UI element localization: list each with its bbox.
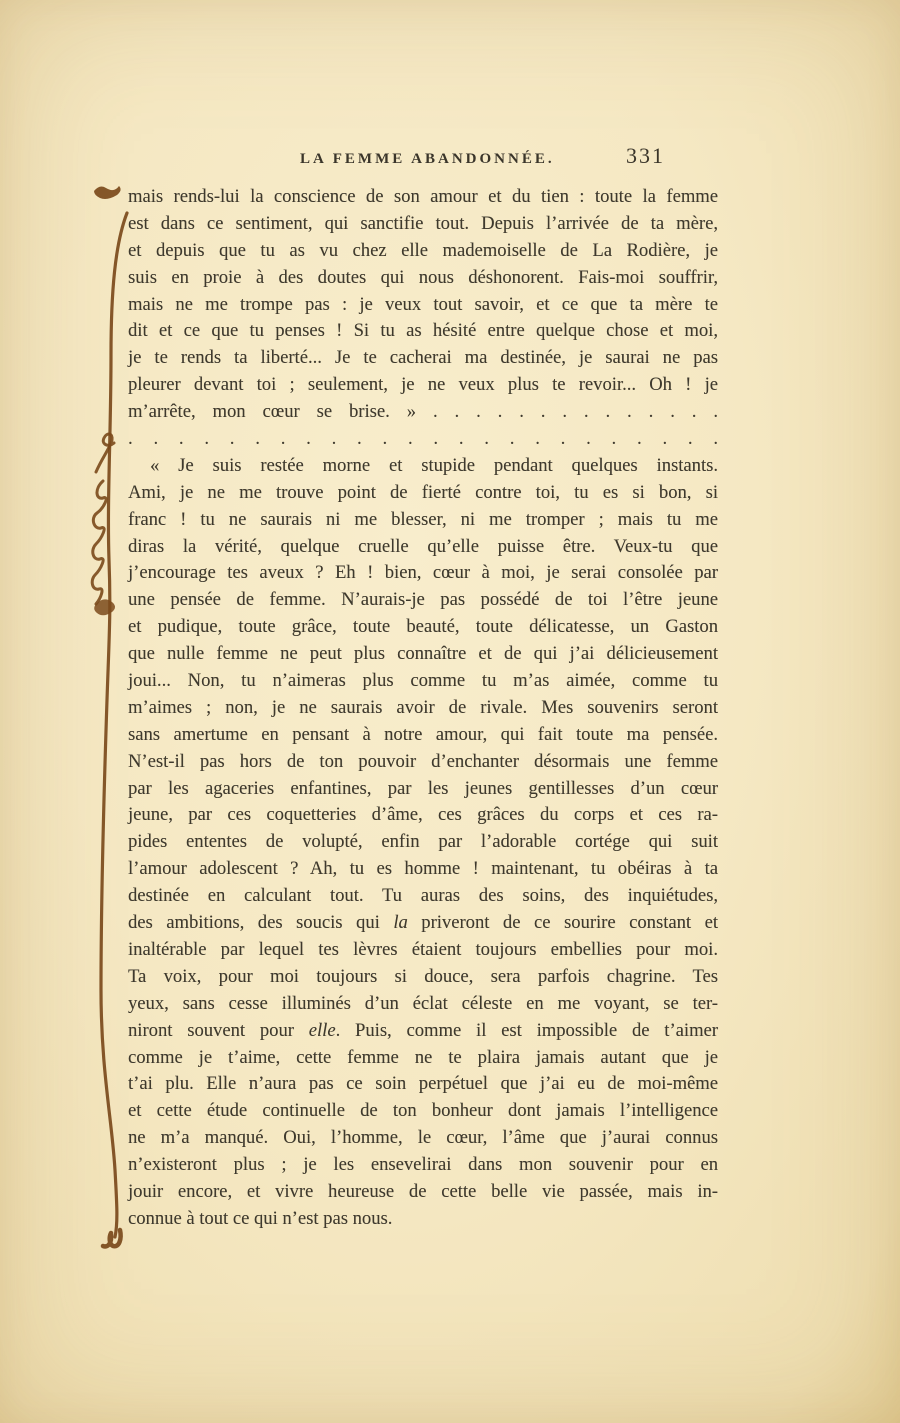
text-line: ne m’a manqué. Oui, l’homme, le cœur, l’âme que j’aurai connus <box>128 1127 718 1149</box>
text-line: jouir encore, et vivre heureuse de cette belle vie passée, mais in- <box>128 1180 718 1202</box>
text-line: Ami, je ne me trouve point de fierté contre toi, tu es si bon, si <box>128 481 718 503</box>
text-line: et cette étude continuelle de ton bonheur dont jamais l’intelligence <box>128 1100 718 1122</box>
text-line: franc ! tu ne saurais ni me blesser, ni me tromper ; mais tu me <box>128 508 718 530</box>
text-line: m’aimes ; non, je ne saurais avoir de rivale. Mes souvenirs seront <box>128 696 718 718</box>
text-line: comme je t’aime, cette femme ne te plaira jamais autant que je <box>128 1046 718 1068</box>
margin-ink-blot <box>94 186 121 199</box>
margin-handwriting-script <box>92 481 106 604</box>
text-line: et depuis que tu as vu chez elle mademoiselle de La Rodière, je <box>128 239 718 261</box>
text-line: t’ai plu. Elle n’aura pas ce soin perpétuel que j’ai eu de moi-même <box>128 1073 718 1095</box>
text-line: niront souvent pour elle. Puis, comme il est impossible de t’aimer <box>128 1019 718 1041</box>
text-line: diras la vérité, quelque cruelle qu’elle puisse être. Veux-tu que <box>128 535 718 557</box>
text-line: pides ententes de volupté, enfin par l’adorable cortége qui suit <box>128 831 718 853</box>
margin-end-hook-blot <box>103 1230 121 1246</box>
text-line: est dans ce sentiment, qui sanctifie tout. Depuis l’arrivée de ta mère, <box>128 212 718 234</box>
text-block <box>128 184 718 1233</box>
text-line: je te rends ta liberté... Je te cacherai ma destinée, je saurai ne pas <box>128 347 718 369</box>
text-line: mais rends-lui la conscience de son amour et du tien : toute la femme <box>128 186 718 207</box>
text-line: n’existeront plus ; je les ensevelirai dans mon souvenir pour en <box>128 1154 718 1176</box>
text-line: par les agaceries enfantines, par les jeunes gentillesses d’un cœur <box>128 777 718 799</box>
running-head-title: LA FEMME ABANDONNÉE. <box>300 151 555 167</box>
text-line: sans amertume en pensant à notre amour, qui fait toute ma pensée. <box>128 723 718 745</box>
text-line: inaltérable par lequel tes lèvres étaient toujours embellies pour moi. <box>128 938 718 960</box>
text-line: une pensée de femme. N’aurais-je pas possédé de toi l’être jeune <box>128 589 718 611</box>
text-line: mais ne me trompe pas : je veux tout savoir, et ce que ta mère te <box>128 293 718 315</box>
text-line: « Je suis restée morne et stupide pendant quelques instants. <box>150 454 718 476</box>
text-line: N’est-il pas hors de ton pouvoir d’enchanter désormais une femme <box>128 750 718 772</box>
margin-handwriting-flourish <box>96 434 114 472</box>
text-line: yeux, sans cesse illuminés d’un éclat céleste en me voyant, se ter- <box>128 992 718 1014</box>
text-line: destinée en calculant tout. Tu auras des soins, des inquiétudes, <box>128 885 718 907</box>
text-line: et pudique, toute grâce, toute beauté, toute délicatesse, un Gaston <box>128 616 718 638</box>
text-line: jeune, par ces coquetteries d’âme, ces grâces du corps et ces ra- <box>128 804 718 826</box>
text-line: des ambitions, des soucis qui la priveront de ce sourire constant et <box>128 912 719 934</box>
margin-ink-knot <box>94 599 115 615</box>
text-line: pleurer devant toi ; seulement, je ne veux plus te revoir... Oh ! je <box>128 374 718 396</box>
text-line: joui... Non, tu n’aimeras plus comme tu m’as aimée, comme tu <box>128 670 718 692</box>
margin-pen-stroke <box>101 213 127 1237</box>
text-line: Ta voix, pour moi toujours si douce, sera parfois chagrine. Tes <box>128 965 718 987</box>
text-line: suis en proie à des doutes qui nous déshonorent. Fais-moi souffrir, <box>128 266 718 288</box>
text-line: . . . . . . . . . . . . . . . . . . . . . . . . <box>128 428 718 450</box>
text-line: que nulle femme ne peut plus connaître et de qui j’ai délicieusement <box>128 643 718 665</box>
text-line: m’arrête, mon cœur se brise. » . . . . . . . . . . . . . . <box>128 401 718 423</box>
text-line: connue à tout ce qui n’est pas nous. <box>128 1207 393 1229</box>
page-number: 331 <box>626 143 665 168</box>
text-line: dit et ce que tu penses ! Si tu as hésité entre quelque chose et moi, <box>128 320 718 342</box>
text-line: l’amour adolescent ? Ah, tu es homme ! maintenant, tu obéiras à ta <box>128 858 718 880</box>
text-line: j’encourage tes aveux ? Eh ! bien, cœur à moi, je serai consolée par <box>128 562 718 584</box>
